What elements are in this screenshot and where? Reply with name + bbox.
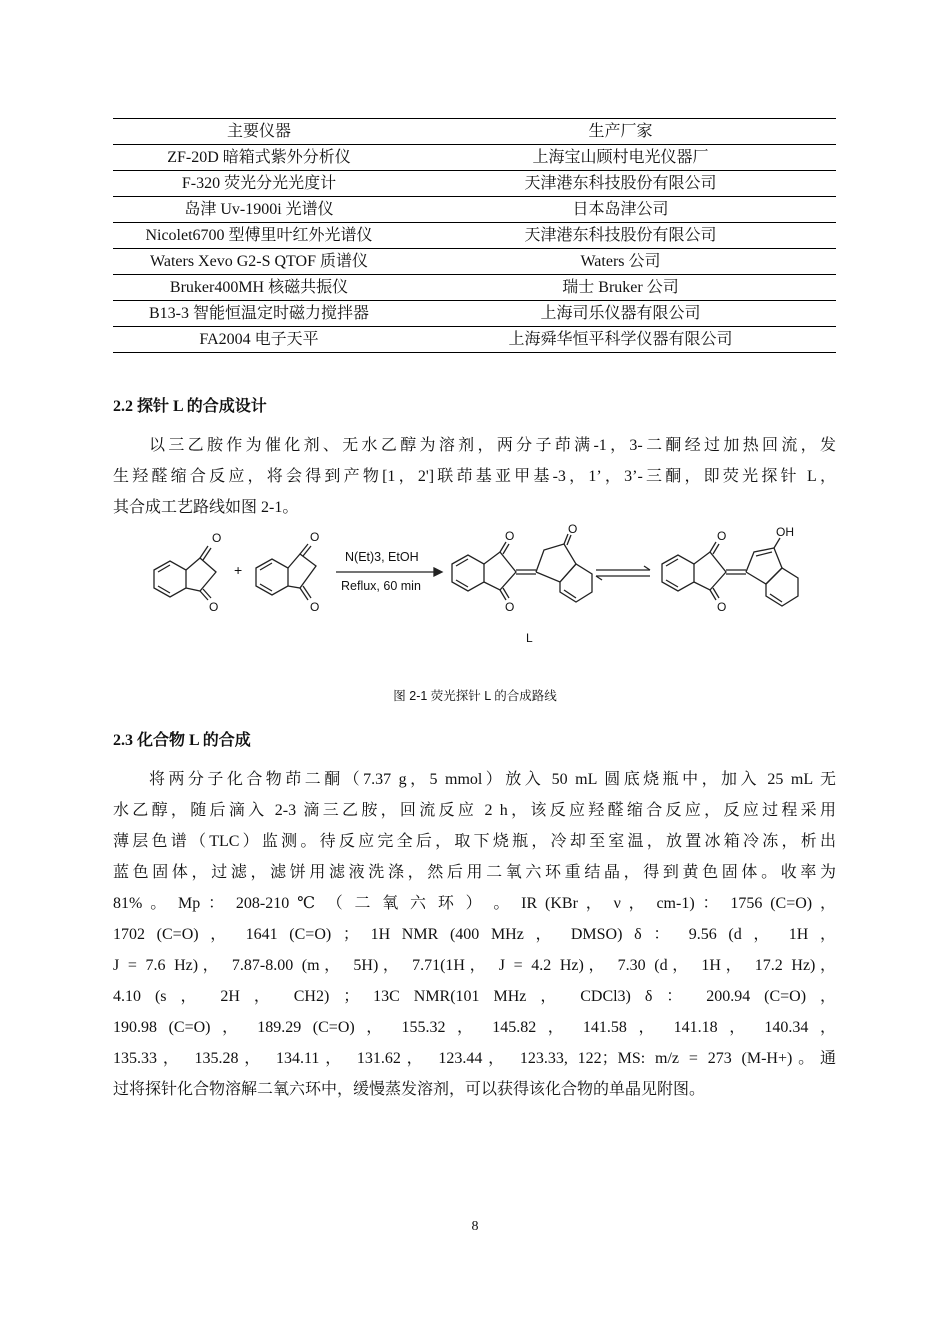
- paragraph-line: 4.10 (s ， 2H ， CH2) ； 13C NMR(101 MHz ， CDCl3) δ ： 200.94 (C=O) ，: [113, 988, 836, 1005]
- oxygen-label: O: [209, 600, 219, 614]
- table-cell: B13-3 智能恒温定时磁力搅拌器: [113, 301, 405, 327]
- table-cell: 瑞士 Bruker 公司: [405, 275, 836, 301]
- paragraph-line: 81% 。 Mp ： 208-210 ℃ （ 二 氧 六 环 ） 。 IR (KBr ， ν ， cm-1) ： 1756 (C=O) ，: [113, 895, 836, 912]
- paragraph-line: 190.98 (C=O) ， 189.29 (C=O) ， 155.32 ， 145.82 ， 141.58 ， 141.18 ， 140.34 ，: [113, 1019, 836, 1036]
- section-2-3-paragraph: [113, 764, 836, 1105]
- hydroxyl-label: OH: [776, 525, 794, 539]
- table-cell: Nicolet6700 型傅里叶红外光谱仪: [113, 223, 405, 249]
- paragraph-line: 135.33， 135.28， 134.11， 131.62， 123.44， 123.33, 122；MS: m/z = 273 (M-H+)。通: [113, 1050, 836, 1067]
- table-header-manufacturer: 生产厂家: [405, 119, 836, 145]
- table-cell: Bruker400MH 核磁共振仪: [113, 275, 405, 301]
- table-cell: Waters 公司: [405, 249, 836, 275]
- table-row: [113, 327, 836, 353]
- paragraph-line: 以三乙胺作为催化剂、无水乙醇为溶剂，两分子茚满-1，3-二酮经过加热回流，发: [149, 437, 836, 454]
- oxygen-label: O: [505, 529, 515, 543]
- paragraph-line: 蓝色固体，过滤，滤饼用滤液洗涤，然后用二氧六环重结晶，得到黄色固体。收率为: [113, 864, 836, 881]
- section-2-3-heading: 2.3 化合物 L 的合成: [113, 732, 251, 749]
- figure-caption: 图 2-1 荧光探针 L 的合成路线: [393, 689, 557, 703]
- oxygen-label: O: [310, 530, 320, 544]
- indanedione-reactant-2: [256, 544, 316, 600]
- paragraph-line: 其合成工艺路线如图 2-1。: [113, 499, 299, 516]
- table-cell: Waters Xevo G2-S QTOF 质谱仪: [113, 249, 405, 275]
- condition-label: Reflux, 60 min: [341, 579, 421, 593]
- oxygen-label: O: [212, 531, 222, 545]
- reagent-label: N(Et)3, EtOH: [345, 550, 419, 564]
- synthesis-scheme: [140, 522, 820, 657]
- table-row: [113, 145, 836, 171]
- table-header-instrument: 主要仪器: [113, 119, 405, 145]
- table-cell: 上海司乐仪器有限公司: [405, 301, 836, 327]
- indanedione-reactant-1: [154, 546, 216, 600]
- table-row: [113, 301, 836, 327]
- table-header-row: [113, 119, 836, 145]
- table-cell: FA2004 电子天平: [113, 327, 405, 353]
- table-row: [113, 171, 836, 197]
- paragraph-line: 将两分子化合物茚二酮（7.37 g，5 mmol）放入 50 mL 圆底烧瓶中，加入 25 mL 无: [149, 771, 836, 788]
- table-cell: 上海舜华恒平科学仪器有限公司: [405, 327, 836, 353]
- table-row: [113, 197, 836, 223]
- table-row: [113, 275, 836, 301]
- enol-tautomer-structure: [662, 538, 798, 606]
- oxygen-label: O: [568, 522, 578, 536]
- table-row: [113, 249, 836, 275]
- oxygen-label: O: [717, 600, 727, 614]
- paragraph-line: J = 7.6 Hz)， 7.87-8.00 (m， 5H)， 7.71(1H， J = 4.2 Hz)， 7.30 (d， 1H， 17.2 Hz)，: [113, 957, 836, 974]
- table-cell: ZF-20D 暗箱式紫外分析仪: [113, 145, 405, 171]
- product-label: L: [526, 631, 533, 645]
- table-row: [113, 223, 836, 249]
- page-number: 8: [471, 1219, 479, 1234]
- table-cell: 天津港东科技股份有限公司: [405, 223, 836, 249]
- section-2-2-paragraph: [113, 430, 836, 523]
- table-cell: 岛津 Uv-1900i 光谱仪: [113, 197, 405, 223]
- paragraph-line: 1702 (C=O) ， 1641 (C=O) ； 1H NMR (400 MHz ， DMSO) δ ： 9.56 (d ， 1H ，: [113, 926, 836, 943]
- section-2-2-heading: 2.2 探针 L 的合成设计: [113, 398, 267, 415]
- instrument-table: [113, 118, 836, 353]
- paragraph-line: 薄层色谱（TLC）监测。待反应完全后，取下烧瓶，冷却至室温，放置冰箱冷冻，析出: [113, 833, 836, 850]
- table-cell: 上海宝山顾村电光仪器厂: [405, 145, 836, 171]
- paragraph-line: 水乙醇，随后滴入 2-3 滴三乙胺，回流反应 2 h，该反应羟醛缩合反应，反应过程采用: [113, 802, 836, 819]
- oxygen-label: O: [505, 600, 515, 614]
- table-cell: 日本岛津公司: [405, 197, 836, 223]
- oxygen-label: O: [717, 529, 727, 543]
- table-cell: 天津港东科技股份有限公司: [405, 171, 836, 197]
- plus-sign: +: [234, 562, 243, 578]
- table-cell: F-320 荧光分光光度计: [113, 171, 405, 197]
- oxygen-label: O: [310, 600, 320, 614]
- product-L-structure: [452, 534, 592, 602]
- paragraph-line: 过将探针化合物溶解二氧六环中，缓慢蒸发溶剂，可以获得该化合物的单晶见附图。: [113, 1081, 706, 1098]
- equilibrium-arrow: [596, 566, 650, 580]
- paragraph-line: 生羟醛缩合反应，将会得到产物[1，2']联茚基亚甲基-3，1’，3’-三酮，即荧光探针 L，: [113, 468, 836, 485]
